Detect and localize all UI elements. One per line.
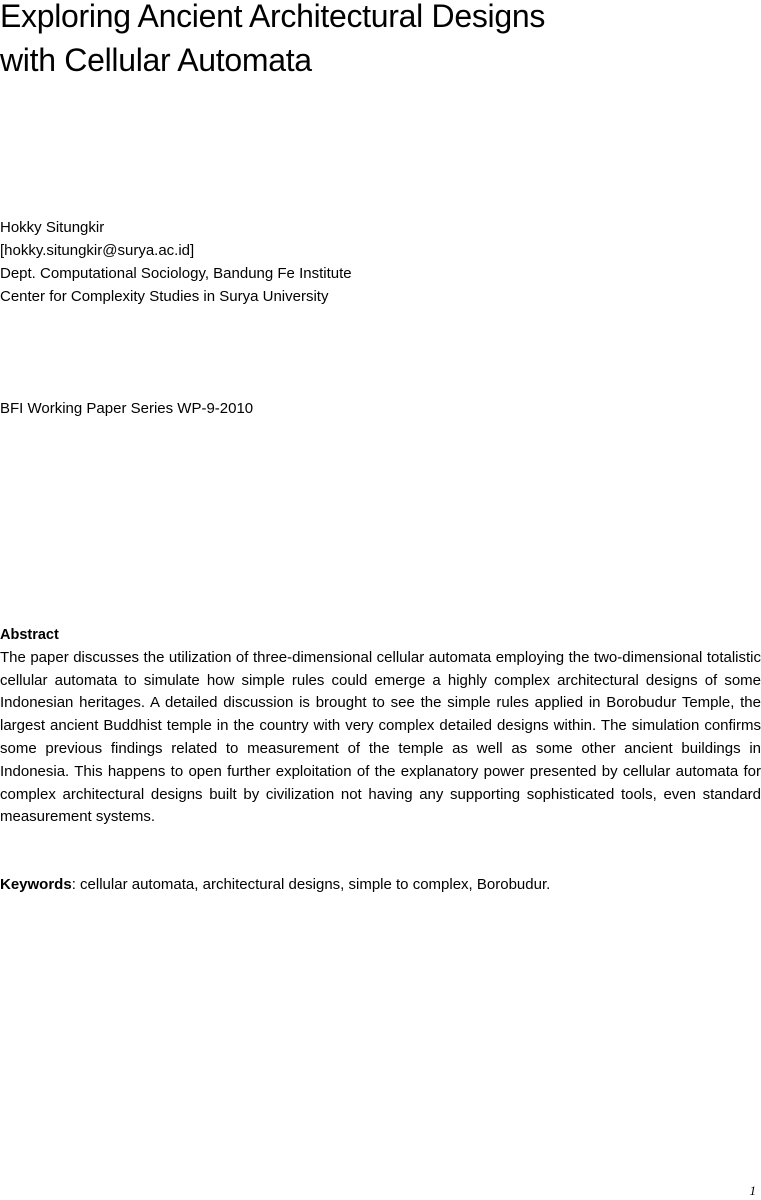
author-name: Hokky Situngkir <box>0 219 105 236</box>
author-email: [hokky.situngkir@surya.ac.id] <box>0 242 195 259</box>
abstract-heading: Abstract <box>0 627 59 643</box>
page-number: 1 <box>749 1183 756 1198</box>
title-line-2: with Cellular Automata <box>0 42 312 78</box>
author-affiliation-1: Dept. Computational Sociology, Bandung Fe Institute <box>0 265 352 282</box>
working-paper-series: BFI Working Paper Series WP-9-2010 <box>0 400 254 417</box>
paper-title <box>0 0 740 82</box>
keywords-text: : cellular automata, architectural designs, simple to complex, Borobudur. <box>71 876 551 893</box>
keywords-line <box>0 873 550 896</box>
abstract-section <box>0 624 761 829</box>
abstract-body: The paper discusses the utilization of three-dimensional cellular automata employing the two-dimensional totalistic cellular automata to simulate how simple rules could emerge a highly complex architectural designs of some Indonesian heritages. A detailed discussion is brought to see the simple rules applied in Borobudur Temple, the largest ancient Buddhist temple in the country with very complex detailed designs within. The simulation confirms some previous findings related to measurement of the temple as well as some other ancient buildings in Indonesia. This happens to open further exploitation of the explanatory power presented by cellular automata for complex architectural designs built by civilization not having any supporting sophisticated tools, even standard measurement systems. <box>0 648 761 826</box>
author-affiliation-2: Center for Complexity Studies in Surya University <box>0 288 329 305</box>
title-line-1: Exploring Ancient Architectural Designs <box>0 0 546 34</box>
keywords-label: Keywords <box>0 876 72 893</box>
author-block <box>0 216 352 308</box>
